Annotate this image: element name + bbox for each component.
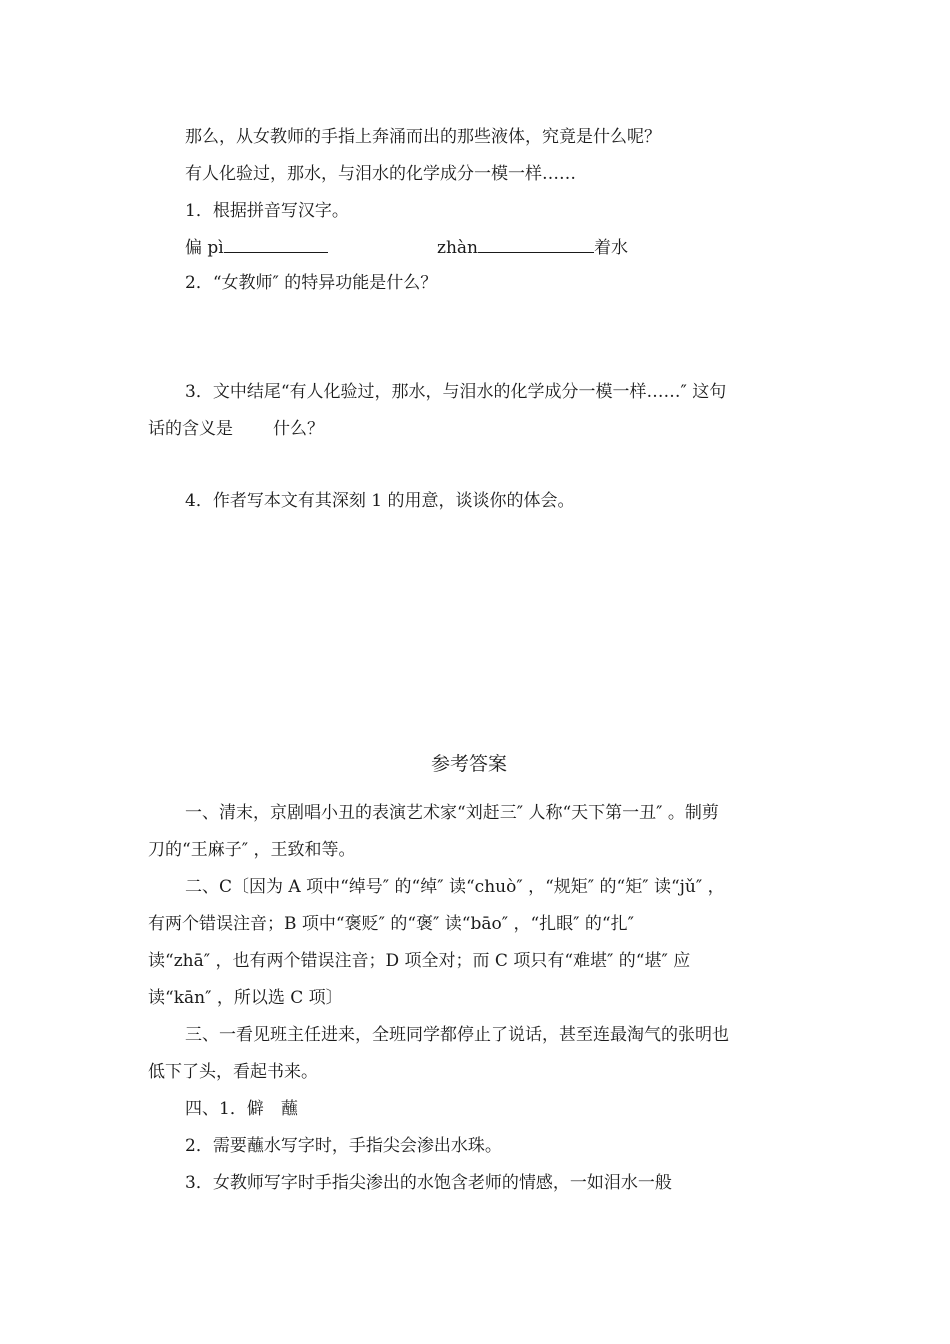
- question-1-item-1: [185, 236, 328, 259]
- answer-blank-2: [478, 236, 594, 253]
- pinyin-zhan: zhàn: [437, 238, 478, 258]
- answer-1-line-1: 一、清末，京剧唱小丑的表演艺术家“刘赶三″ 人称“天下第一丑″ 。制剪: [185, 803, 719, 823]
- question-3-part-a: 话的含义是: [148, 419, 233, 439]
- answer-2-line-3: 读“zhā″ ，也有两个错误注音；D 项全对；而 C 项只有“难堪″ 的“堪″ 应: [148, 951, 691, 971]
- answer-4-item-1: 四、1．僻 蘸: [185, 1099, 298, 1119]
- question-1-item-2: [437, 236, 628, 259]
- passage-line-2: 有人化验过，那水，与泪水的化学成分一模一样……: [185, 164, 576, 184]
- question-3-line-1: 3．文中结尾“有人化验过，那水，与泪水的化学成分一模一样……″ 这句: [185, 382, 727, 402]
- answer-2-line-1: 二、C〔因为 A 项中“绰号″ 的“绰″ 读“chuò″ ，“规矩″ 的“矩″ 读“jǔ″ ，: [185, 877, 725, 897]
- answer-3-line-2: 低下了头，看起书来。: [148, 1062, 318, 1082]
- answer-2-line-2: 有两个错误注音；B 项中“褒贬″ 的“褒″ 读“bāo″ ，“扎眼″ 的“扎″: [148, 914, 634, 934]
- question-2: 2．“女教师″ 的特异功能是什么？: [185, 273, 438, 293]
- question-1: 1．根据拼音写汉字。: [185, 201, 349, 221]
- answer-blank-1: [224, 236, 328, 253]
- pinyin-pi: 偏 pì: [185, 238, 224, 258]
- answer-3-line-1: 三、一看见班主任进来，全班同学都停止了说话，甚至连最淘气的张明也: [185, 1025, 729, 1045]
- question-3-line-2: [148, 418, 324, 440]
- answers-heading: 参考答案: [431, 753, 508, 775]
- answer-1-line-2: 刀的“王麻子″ ，王致和等。: [148, 840, 356, 860]
- item-2-suffix: 着水: [594, 238, 628, 258]
- answer-4-item-3: 3．女教师写字时手指尖渗出的水饱含老师的情感，一如泪水一般: [185, 1173, 672, 1193]
- answer-2-line-4: 读“kān″ ，所以选 C 项〕: [148, 988, 343, 1008]
- passage-line-1: 那么，从女教师的手指上奔涌而出的那些液体，究竟是什么呢？: [185, 127, 661, 147]
- question-4: 4．作者写本文有其深刻 1 的用意，谈谈你的体会。: [185, 491, 575, 511]
- answer-4-item-2: 2．需要蘸水写字时，手指尖会渗出水珠。: [185, 1136, 502, 1156]
- question-3-part-b: 什么？: [273, 419, 324, 439]
